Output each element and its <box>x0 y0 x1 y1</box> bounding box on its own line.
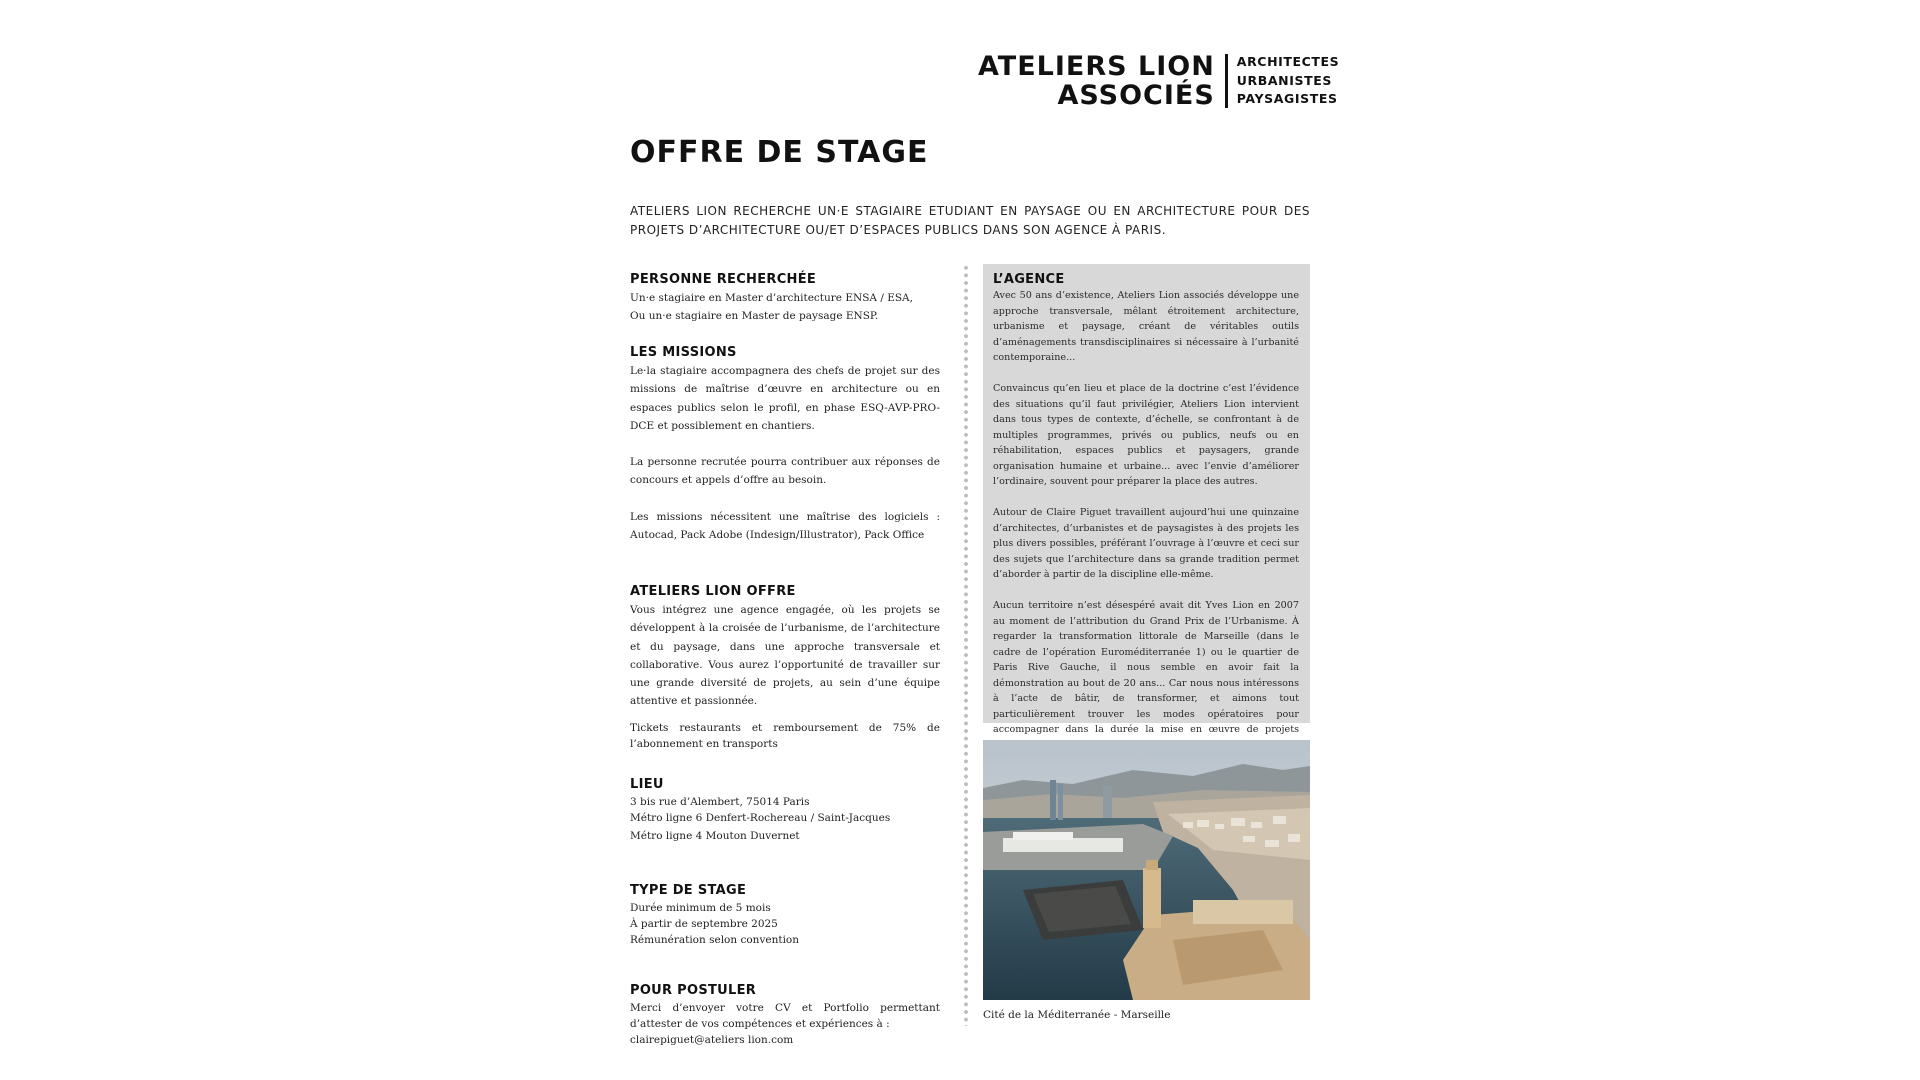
location-metro-4: Métro ligne 4 Mouton Duvernet <box>630 830 800 842</box>
section-heading: ATELIERS LION OFFRE <box>630 584 796 599</box>
missions-paragraph-3: Les missions nécessitent une maîtrise des logiciels : Autocad, Pack Adobe (Indesign/Illustrator), Pack Office <box>630 510 940 542</box>
photo-caption: Cité de la Méditerranée - Marseille <box>983 1009 1171 1021</box>
dotted-divider <box>964 264 968 1026</box>
page-title: OFFRE DE STAGE <box>630 135 929 170</box>
agency-paragraph-4: Aucun territoire n’est désespéré avait dit Yves Lion en 2007 au moment de l’attribution du Grand Prix de l’Urbanisme. À regarder la transformation littorale de Marseille (dans le cadre de l’opération Euroméditerranée 1) ou le quartier de Paris Rive Gauche, il nous semble en avoir fait la démonstration au bout de 20 ans... Car nous nous intéressons à l’acte de bâtir, de transformer, et aimons tout particulièrement trouver les modes opératoires pour accompagner dans la durée la mise en œuvre de projets <box>993 600 1299 735</box>
logo-role-architectes: ARCHITECTES <box>1236 54 1340 70</box>
section-heading: PERSONNE RECHERCHÉE <box>630 272 817 287</box>
offer-paragraph-1: Vous intégrez une agence engagée, où les projets se développent à la croisée de l’urbanisme, de l’architecture et du paysage, dans une approche transversale et collaborative. Vous aurez l’opportunité de travailler sur une grande diversité de projets, au sein d’une équipe attentive et passionnée. <box>630 604 940 708</box>
agency-paragraph-2: Convaincus qu’en lieu et place de la doctrine c’est l’évidence des situations qu’il faut privilégier, Ateliers Lion intervient dans tous types de contexte, d’échelle, se confrontant à de multiples programmes, privés ou publics, neufs ou en réhabilitation, espaces publics et paysagers, grande organisation humaine et urbaine... avec l’envie d’améliorer l’ordinaire, souvent pour préparer la place des autres. <box>993 383 1299 487</box>
marseille-photo <box>983 740 1310 1000</box>
intro-text: ATELIERS LION RECHERCHE UN·E STAGIAIRE ETUDIANT EN PAYSAGE OU EN ARCHITECTURE POUR DES PROJETS D’ARCHITECTURE OU/ET D’ESPACES PUBLICS DANS SON AGENCE À PARIS. <box>630 204 1310 237</box>
section-internship-type <box>630 883 940 948</box>
missions-paragraph-1: Le·la stagiaire accompagnera des chefs de projet sur des missions de maîtrise d’œuvre en architecture ou en espaces publics selon le profil, en phase ESQ-AVP-PRO-DCE et possiblement en chantiers. <box>630 365 940 432</box>
location-address: 3 bis rue d’Alembert, 75014 Paris <box>630 796 810 808</box>
section-heading: LIEU <box>630 777 664 792</box>
person-line-2: Ou un·e stagiaire en Master de paysage ENSP. <box>630 310 879 323</box>
section-location <box>630 777 940 844</box>
agency-heading: L’AGENCE <box>993 272 1065 287</box>
section-person <box>630 272 940 326</box>
section-heading: LES MISSIONS <box>630 345 737 360</box>
type-duration: Durée minimum de 5 mois <box>630 902 771 914</box>
section-apply <box>630 983 940 1048</box>
agency-paragraph-3: Autour de Claire Piguet travaillent aujourd’hui une quinzaine d’architectes, d’urbanistes et de paysagistes à des projets les plus divers possibles, préférant l’ouvrage à l’œuvre et ceci sur des sujets que l’architecture dans sa grande tradition permet d’aborder à partir de la discipline elle-même. <box>993 507 1299 580</box>
person-line-1: Un·e stagiaire en Master d’architecture ENSA / ESA, <box>630 292 913 304</box>
marseille-aerial-image <box>983 740 1310 1000</box>
section-heading: POUR POSTULER <box>630 983 757 998</box>
location-metro-6: Métro ligne 6 Denfert-Rochereau / Saint-Jacques <box>630 812 891 824</box>
type-pay: Rémunération selon convention <box>630 934 800 946</box>
type-start: À partir de septembre 2025 <box>630 918 778 930</box>
missions-paragraph-2: La personne recrutée pourra contribuer aux réponses de concours et appels d’offre au besoin. <box>630 456 940 487</box>
section-offer <box>630 584 940 752</box>
apply-text: Merci d’envoyer votre CV et Portfolio permettant d’attester de vos compétences et expériences à : <box>630 1002 940 1030</box>
apply-email: clairepiguet@ateliers lion.com <box>630 1034 794 1046</box>
logo-name <box>978 52 1215 110</box>
agency-paragraph-1: Avec 50 ans d’existence, Ateliers Lion associés développe une approche transversale, mêlant étroitement architecture, urbanisme et paysage, créant de véritables outils d’aménagements transdisciplinaires si nécessaire à l’urbanité contemporaine... <box>993 290 1299 363</box>
logo-role-urbanistes: URBANISTES <box>1236 72 1332 88</box>
section-heading: TYPE DE STAGE <box>630 883 747 898</box>
company-logo <box>978 51 1340 111</box>
logo-name-line2: ASSOCIÉS <box>1057 80 1215 111</box>
logo-role-paysagistes: PAYSAGISTES <box>1236 91 1338 107</box>
agency-box <box>983 264 1310 735</box>
section-missions <box>630 345 940 544</box>
logo-divider <box>1225 54 1228 108</box>
logo-name-line1: ATELIERS LION <box>978 51 1215 82</box>
logo-roles <box>1237 53 1340 109</box>
offer-paragraph-2: Tickets restaurants et remboursement de 75% de l’abonnement en transports <box>630 721 940 750</box>
